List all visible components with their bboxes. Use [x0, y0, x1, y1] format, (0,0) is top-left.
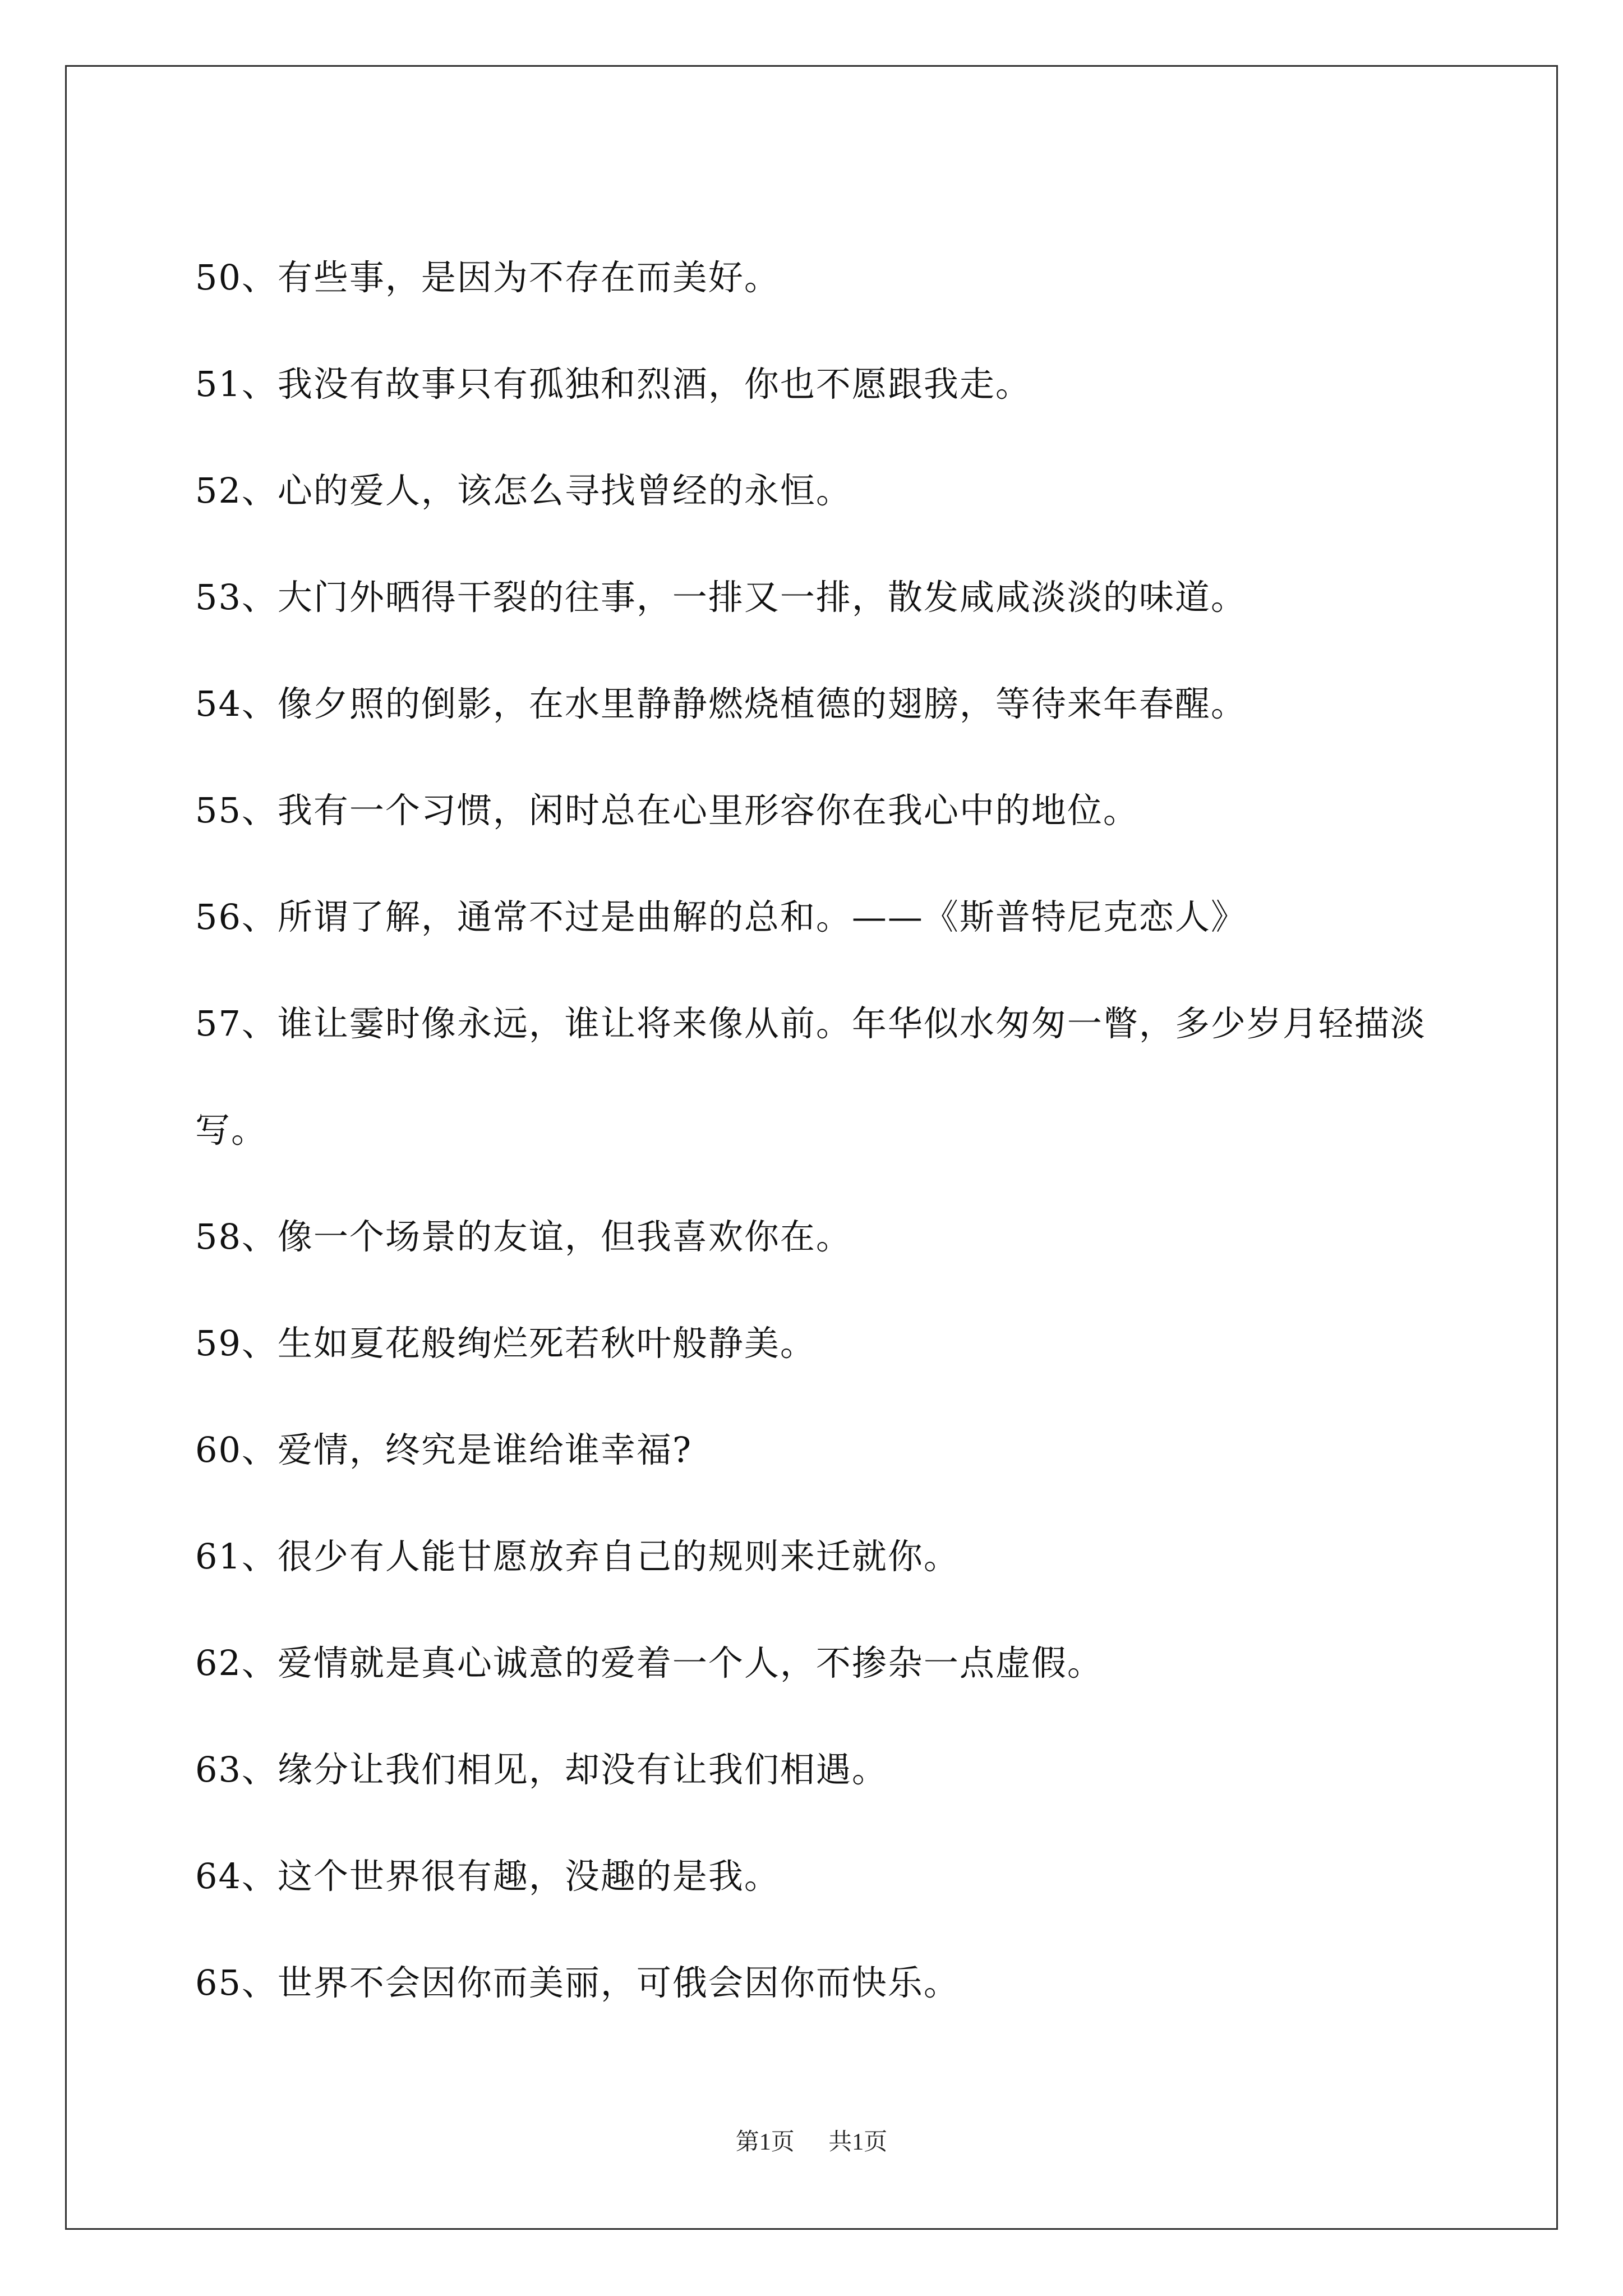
page-footer [0, 2123, 1623, 2157]
list-item: 65、世界不会因你而美丽，可俄会因你而快乐。 [195, 1962, 960, 2003]
list-item: 64、这个世界很有趣，没趣的是我。 [195, 1856, 780, 1897]
list-item: 56、所谓了解，通常不过是曲解的总和。——《斯普特尼克恋人》 [195, 896, 1247, 937]
list-item: 60、爱情，终究是谁给谁幸福? [195, 1429, 693, 1470]
page-number: 第1页 [735, 2129, 795, 2155]
list-item: 50、有些事，是因为不存在而美好。 [195, 257, 780, 298]
list-item: 51、我没有故事只有孤独和烈酒，你也不愿跟我走。 [195, 364, 1031, 404]
list-item: 53、大门外晒得干裂的往事，一排又一排，散发咸咸淡淡的味道。 [195, 577, 1247, 618]
list-item: 62、爱情就是真心诚意的爱着一个人，不掺杂一点虚假。 [195, 1642, 1103, 1683]
list-item: 57、谁让霎时像永远，谁让将来像从前。年华似水匆匆一瞥，多少岁月轻描淡写。 [195, 1003, 1426, 1151]
list-item: 63、缘分让我们相见，却没有让我们相遇。 [195, 1749, 888, 1790]
page-count: 共1页 [828, 2129, 888, 2155]
document-body [195, 224, 1429, 2036]
list-item: 59、生如夏花般绚烂死若秋叶般静美。 [195, 1323, 816, 1364]
list-item: 58、像一个场景的友谊，但我喜欢你在。 [195, 1216, 852, 1257]
list-item: 55、我有一个习惯，闲时总在心里形容你在我心中的地位。 [195, 790, 1139, 831]
list-item: 61、很少有人能甘愿放弃自己的规则来迁就你。 [195, 1536, 960, 1577]
list-item: 52、心的爱人，该怎么寻找曾经的永恒。 [195, 470, 852, 511]
list-item: 54、像夕照的倒影，在水里静静燃烧植德的翅膀，等待来年春醒。 [195, 683, 1247, 724]
